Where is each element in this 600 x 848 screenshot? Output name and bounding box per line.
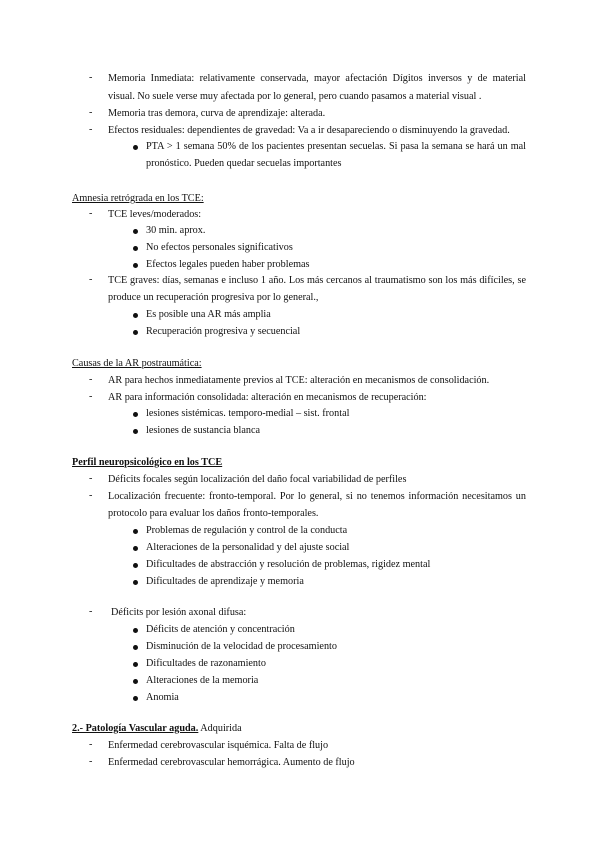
bullet-dot (133, 645, 138, 650)
sub-item: Recuperación progresiva y secuencial (146, 326, 301, 337)
bullet-dot (133, 246, 138, 251)
sub-item-pta: PTA > 1 semana 50% de los pacientes presentan secuelas. Si pasa la semana se hará un mal (146, 141, 526, 152)
sub-item: Dificultades de aprendizaje y memoria (146, 576, 304, 587)
list-item-memoria-demora: Memoria tras demora, curva de aprendizaje: alterada. (108, 108, 326, 119)
list-item-causas-1: AR para hechos inmediatamente previos al TCE: alteración en mecanismos de consolidación. (108, 375, 490, 386)
list-item-continuation: protocolo para evaluar los daños fronto-temporales. (108, 508, 319, 519)
list-dash: - (89, 124, 93, 135)
bullet-dot (133, 546, 138, 551)
list-item-continuation: produce un recuperación progresiva por lo general., (108, 292, 319, 303)
list-dash: - (89, 208, 93, 219)
bullet-dot (133, 263, 138, 268)
list-item-tce-leves: TCE leves/moderados: (108, 209, 202, 220)
list-item-isquemica: Enfermedad cerebrovascular isquémica. Falta de flujo (108, 740, 329, 751)
bullet-dot (133, 145, 138, 150)
sub-item: No efectos personales significativos (146, 242, 293, 253)
list-dash: - (89, 107, 93, 118)
list-dash: - (89, 739, 93, 750)
bullet-dot (133, 696, 138, 701)
section-heading-patologia-suffix: Adquirida (198, 723, 242, 734)
list-item-efectos-residuales: Efectos residuales: dependientes de gravedad: Va a ir desapareciendo o disminuyendo la gravedad. (108, 125, 510, 136)
sub-item: Disminución de la velocidad de procesamiento (146, 641, 337, 652)
bullet-dot (133, 662, 138, 667)
sub-item: lesiones de sustancia blanca (146, 425, 261, 436)
list-dash: - (89, 756, 93, 767)
sub-item-continuation: pronóstico. Pueden quedar secuelas importantes (146, 158, 342, 169)
list-dash: - (89, 391, 93, 402)
sub-item: Problemas de regulación y control de la conducta (146, 525, 348, 536)
bullet-dot (133, 330, 138, 335)
sub-item: Es posible una AR más amplia (146, 309, 271, 320)
list-item-axonal: Déficits por lesión axonal difusa: (111, 607, 247, 618)
list-item-causas-2: AR para información consolidada: alteración en mecanismos de recuperación: (108, 392, 427, 403)
bullet-dot (133, 563, 138, 568)
section-heading-causas: Causas de la AR postraumática: (72, 358, 202, 369)
section-heading-amnesia: Amnesia retrógrada en los TCE: (72, 193, 204, 204)
sub-item: Déficits de atención y concentración (146, 624, 295, 635)
bullet-dot (133, 580, 138, 585)
bullet-dot (133, 229, 138, 234)
list-dash: - (89, 490, 93, 501)
sub-item: Anomia (146, 692, 179, 703)
sub-item: Alteraciones de la memoria (146, 675, 259, 686)
list-item-deficits-focales: Déficits focales según localización del daño focal variabilidad de perfiles (108, 474, 407, 485)
sub-item: Efectos legales pueden haber problemas (146, 259, 310, 270)
bullet-dot (133, 313, 138, 318)
sub-item: lesiones sistémicas. temporo-medial – sist. frontal (146, 408, 350, 419)
bullet-dot (133, 429, 138, 434)
section-heading-patologia-title: 2.- Patología Vascular aguda. (72, 723, 199, 734)
list-item-tce-graves: TCE graves: días, semanas e incluso 1 año. Los más cercanos al traumatismo son los más difíciles, se (108, 275, 526, 286)
list-dash: - (89, 72, 93, 83)
sub-item: 30 min. aprox. (146, 225, 206, 236)
list-item-hemorragica: Enfermedad cerebrovascular hemorrágica. Aumento de flujo (108, 757, 355, 768)
list-dash: - (89, 606, 93, 617)
list-item-localizacion: Localización frecuente: fronto-temporal. Por lo general, si no tenemos información necesitamos un (108, 491, 526, 502)
sub-item: Dificultades de razonamiento (146, 658, 266, 669)
list-item-memoria-inmediata: Memoria Inmediata: relativamente conservada, mayor afectación Dígitos inversos y de material (108, 73, 526, 84)
bullet-dot (133, 679, 138, 684)
list-dash: - (89, 374, 93, 385)
section-heading-perfil: Perfil neuropsicológico en los TCE (72, 457, 223, 468)
bullet-dot (133, 628, 138, 633)
list-dash: - (89, 473, 93, 484)
bullet-dot (133, 529, 138, 534)
list-dash: - (89, 274, 93, 285)
sub-item: Alteraciones de la personalidad y del ajuste social (146, 542, 350, 553)
list-item-continuation: visual. No suele verse muy afectada por lo general, pero cuando pasamos a material visual . (108, 91, 482, 102)
bullet-dot (133, 412, 138, 417)
section-heading-patologia (72, 722, 242, 736)
sub-item: Dificultades de abstracción y resolución de problemas, rigidez mental (146, 559, 431, 570)
